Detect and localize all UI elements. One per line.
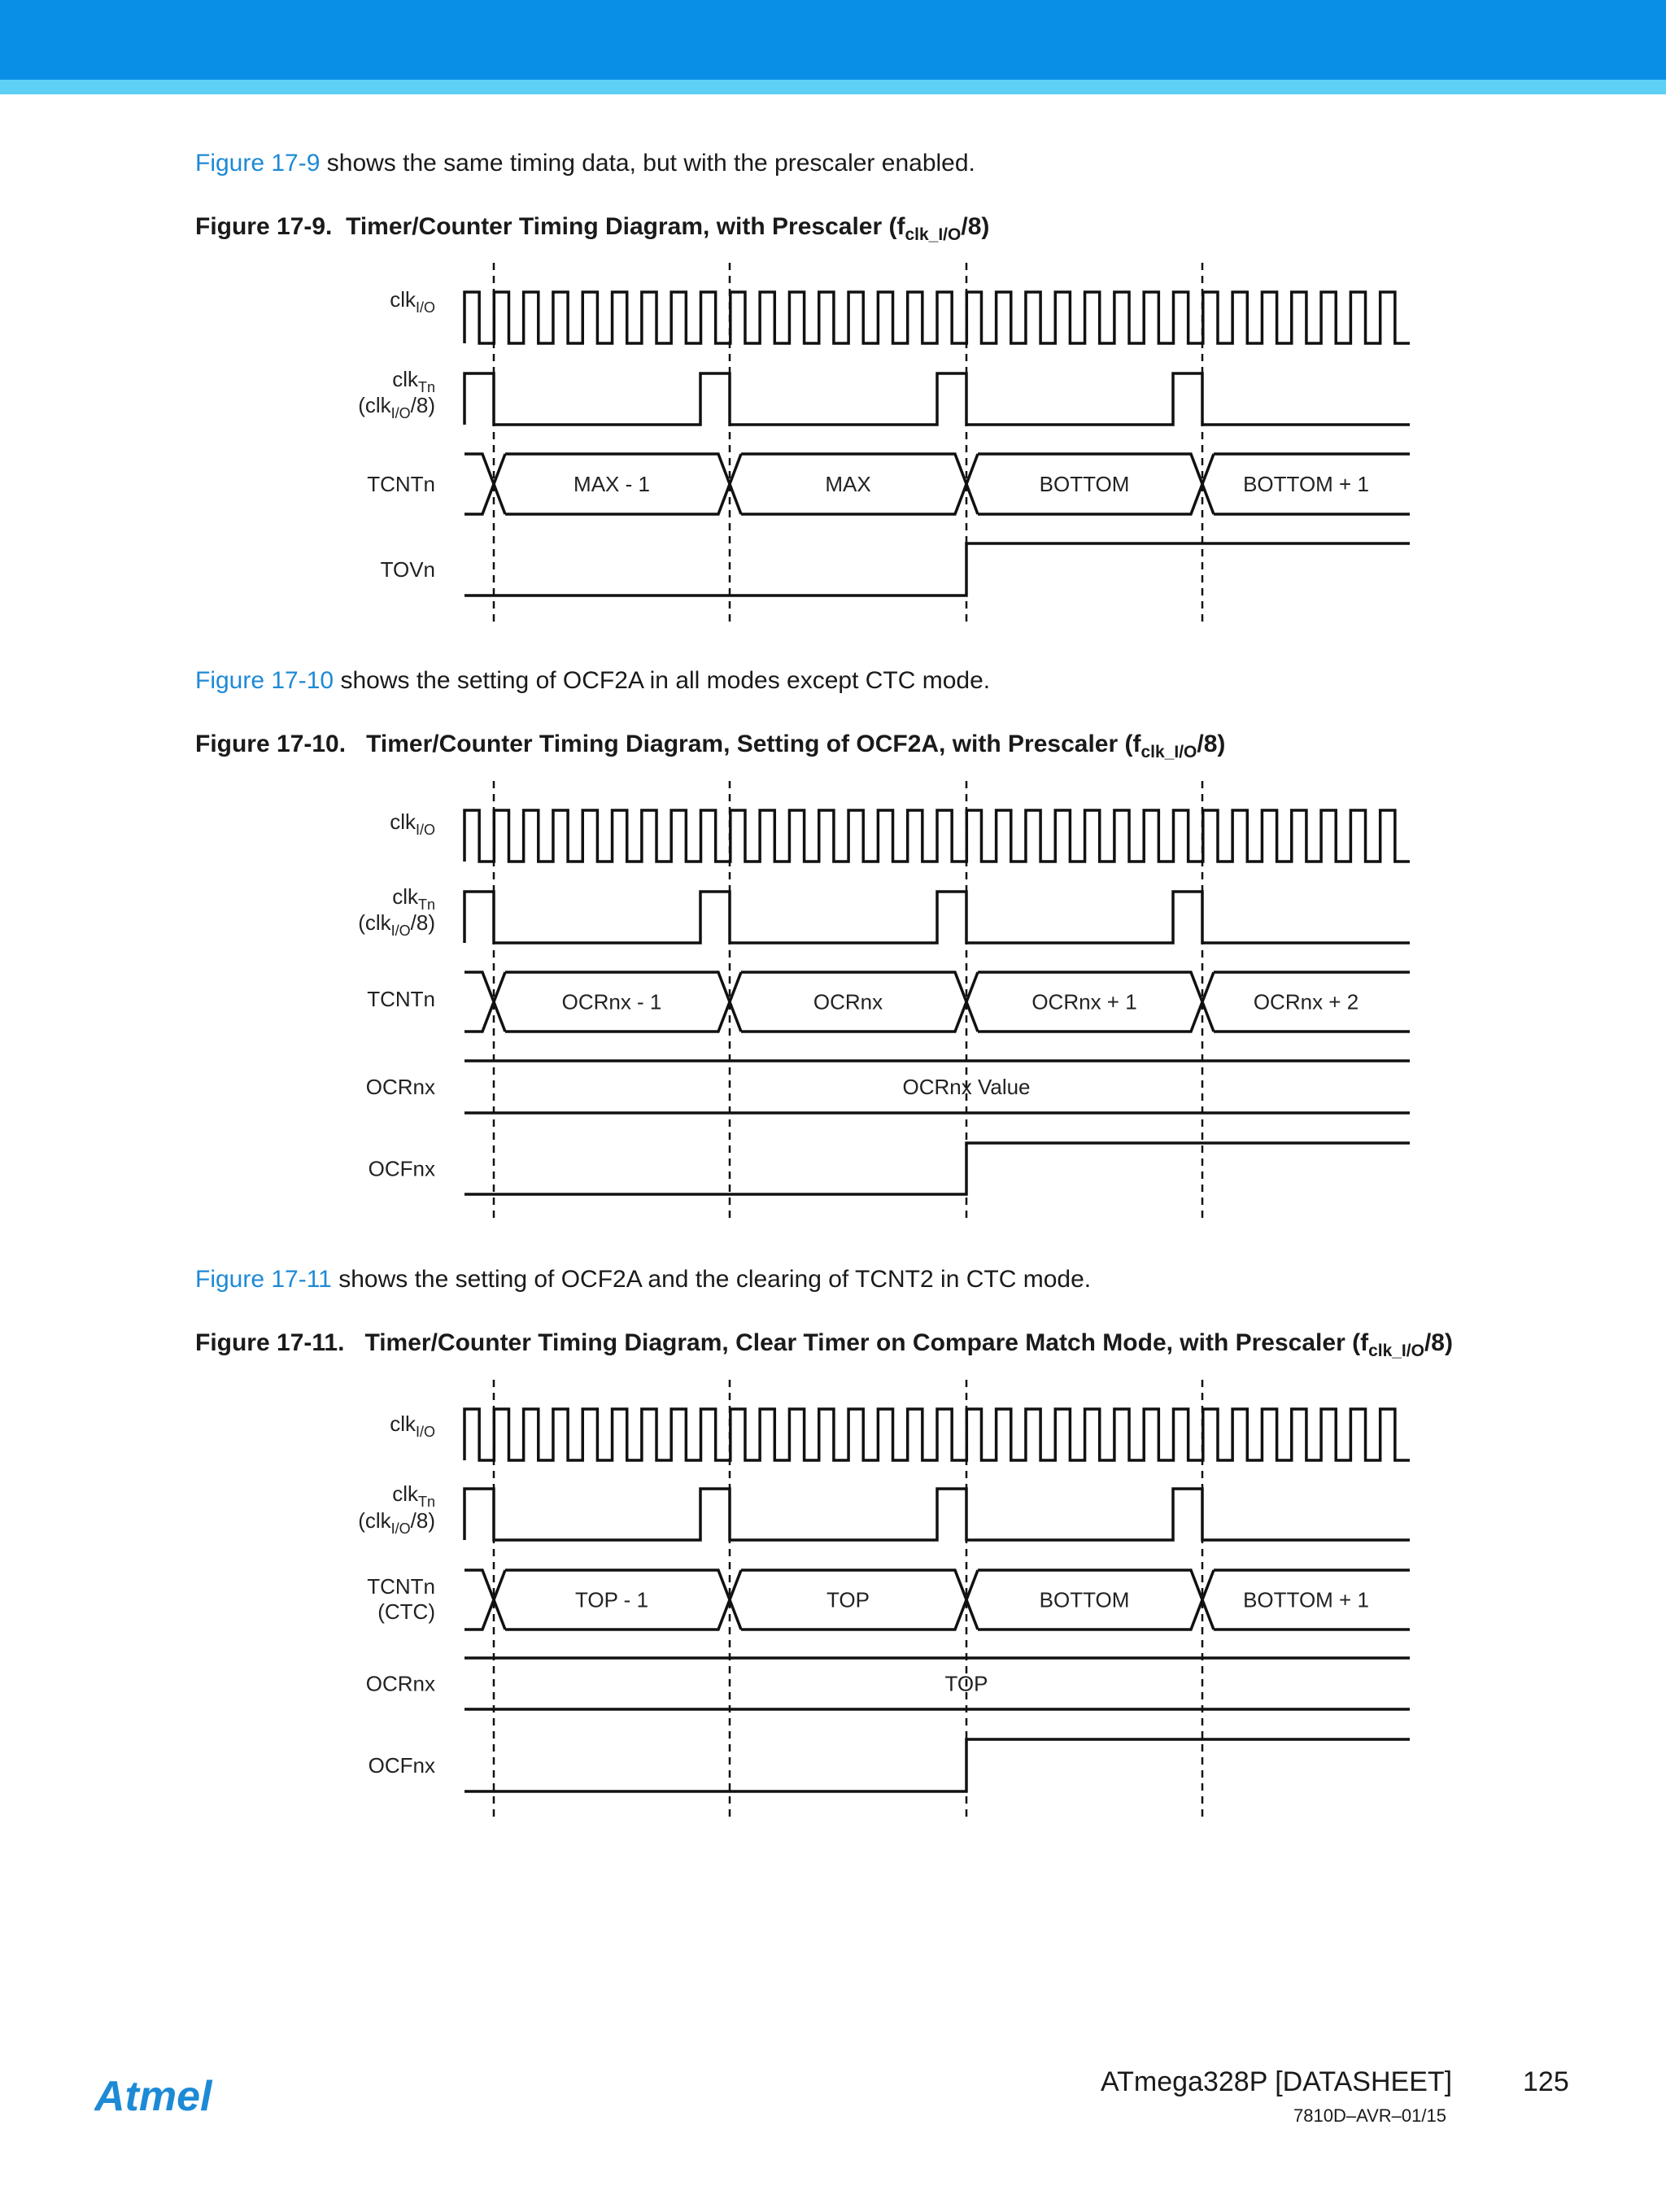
clk-tn-divider-label: (clk$_{I/O}$/8) bbox=[358, 393, 435, 421]
tcnt-value-3: BOTTOM + 1 bbox=[1243, 1587, 1369, 1612]
timing-diagram-17-11 bbox=[0, 1375, 1666, 1830]
figure-17-11-link[interactable]: Figure 17-11 bbox=[195, 1266, 332, 1293]
flag-waveform bbox=[464, 1143, 1410, 1194]
header-band-accent bbox=[0, 80, 1666, 94]
caption-prefix: Figure 17-10. bbox=[195, 731, 347, 757]
tcnt-value-0: MAX - 1 bbox=[574, 472, 650, 496]
ocr-value: TOP bbox=[944, 1671, 988, 1696]
tcnt-label: TCNTn bbox=[367, 1574, 435, 1599]
tcnt-value-1: MAX bbox=[825, 472, 871, 496]
flag-label: OCFnx bbox=[368, 1156, 435, 1181]
flag-label: TOVn bbox=[380, 557, 435, 582]
clk-tn-divider-label: (clk$_{I/O}$/8) bbox=[358, 910, 435, 939]
caption-sub: clk_I/O bbox=[905, 225, 962, 244]
tcnt-label: TCNTn bbox=[367, 472, 435, 496]
paragraph-2 bbox=[195, 667, 990, 695]
paragraph-1 bbox=[195, 150, 975, 177]
tcnt-ctc-label: (CTC) bbox=[377, 1599, 435, 1624]
clk-tn-label: clk$_{Tn}$ bbox=[392, 1481, 435, 1510]
clk-tn-label: clk$_{Tn}$ bbox=[392, 884, 435, 913]
tcnt-value-0: TOP - 1 bbox=[574, 1587, 649, 1612]
caption-suffix: /8) bbox=[1424, 1329, 1453, 1356]
clk-tn-waveform bbox=[464, 1489, 1410, 1540]
caption-suffix: /8) bbox=[1197, 731, 1226, 757]
paragraph-2-text: shows the setting of OCF2A in all modes except CTC mode. bbox=[334, 667, 991, 694]
atmel-logo bbox=[94, 2073, 249, 2123]
flag-waveform bbox=[464, 1739, 1410, 1791]
caption-suffix: /8) bbox=[961, 213, 990, 240]
clk-tn-label: clk$_{Tn}$ bbox=[392, 367, 435, 395]
clk-io-label: clk$_{I/O}$ bbox=[390, 809, 435, 838]
paragraph-3 bbox=[195, 1266, 1091, 1294]
flag-waveform bbox=[464, 543, 1410, 596]
ocr-label: OCRnx bbox=[365, 1671, 435, 1696]
clk-io-waveform bbox=[464, 1409, 1410, 1460]
caption-text: Timer/Counter Timing Diagram, Setting of OCF2A, with Prescaler (f bbox=[366, 731, 1141, 757]
clk-io-waveform bbox=[464, 810, 1410, 862]
tcnt-value-3: BOTTOM + 1 bbox=[1243, 472, 1369, 496]
timing-diagram-17-10 bbox=[0, 774, 1666, 1238]
figure-17-10-caption bbox=[195, 731, 1225, 762]
footer-doc-id: 7810D–AVR–01/15 bbox=[1293, 2105, 1446, 2126]
caption-text: Timer/Counter Timing Diagram, with Prescaler (f bbox=[346, 213, 905, 240]
caption-prefix: Figure 17-9. bbox=[195, 213, 333, 240]
clk-io-label: clk$_{I/O}$ bbox=[390, 287, 435, 316]
tcnt-value-0: OCRnx - 1 bbox=[561, 989, 662, 1014]
header-band bbox=[0, 0, 1666, 80]
caption-text: Timer/Counter Timing Diagram, Clear Timer on Compare Match Mode, with Prescaler (f bbox=[364, 1329, 1369, 1356]
clk-tn-divider-label: (clk$_{I/O}$/8) bbox=[358, 1508, 435, 1537]
ocr-value: OCRnx Value bbox=[902, 1075, 1031, 1099]
caption-sub: clk_I/O bbox=[1140, 743, 1197, 761]
paragraph-3-text: shows the setting of OCF2A and the clearing of TCNT2 in CTC mode. bbox=[331, 1266, 1092, 1293]
clk-io-label: clk$_{I/O}$ bbox=[390, 1411, 435, 1440]
footer-page-number: 125 bbox=[1523, 2066, 1569, 2097]
tcnt-value-2: OCRnx + 1 bbox=[1031, 989, 1137, 1014]
figure-17-10-link[interactable]: Figure 17-10 bbox=[195, 667, 334, 694]
ocr-label: OCRnx bbox=[365, 1075, 435, 1099]
figure-17-9-link[interactable]: Figure 17-9 bbox=[195, 150, 321, 177]
figure-17-11-caption bbox=[195, 1329, 1453, 1361]
clk-tn-waveform bbox=[464, 892, 1410, 943]
timing-diagram-17-9 bbox=[0, 256, 1666, 630]
tcnt-value-2: BOTTOM bbox=[1039, 1587, 1130, 1612]
clk-tn-waveform bbox=[464, 373, 1410, 425]
flag-label: OCFnx bbox=[368, 1753, 435, 1778]
caption-sub: clk_I/O bbox=[1368, 1342, 1424, 1360]
footer-doc-title: ATmega328P [DATASHEET] bbox=[1101, 2066, 1453, 2097]
tcnt-value-1: TOP bbox=[826, 1587, 870, 1612]
figure-17-9-caption bbox=[195, 213, 989, 245]
paragraph-1-text: shows the same timing data, but with the prescaler enabled. bbox=[320, 150, 975, 177]
tcnt-value-2: BOTTOM bbox=[1039, 472, 1130, 496]
caption-prefix: Figure 17-11. bbox=[195, 1329, 345, 1356]
svg-text:Atmel: Atmel bbox=[94, 2073, 212, 2118]
tcnt-label: TCNTn bbox=[367, 987, 435, 1011]
tcnt-value-3: OCRnx + 2 bbox=[1253, 989, 1359, 1014]
clk-io-waveform bbox=[464, 292, 1410, 343]
tcnt-value-1: OCRnx bbox=[813, 989, 883, 1014]
